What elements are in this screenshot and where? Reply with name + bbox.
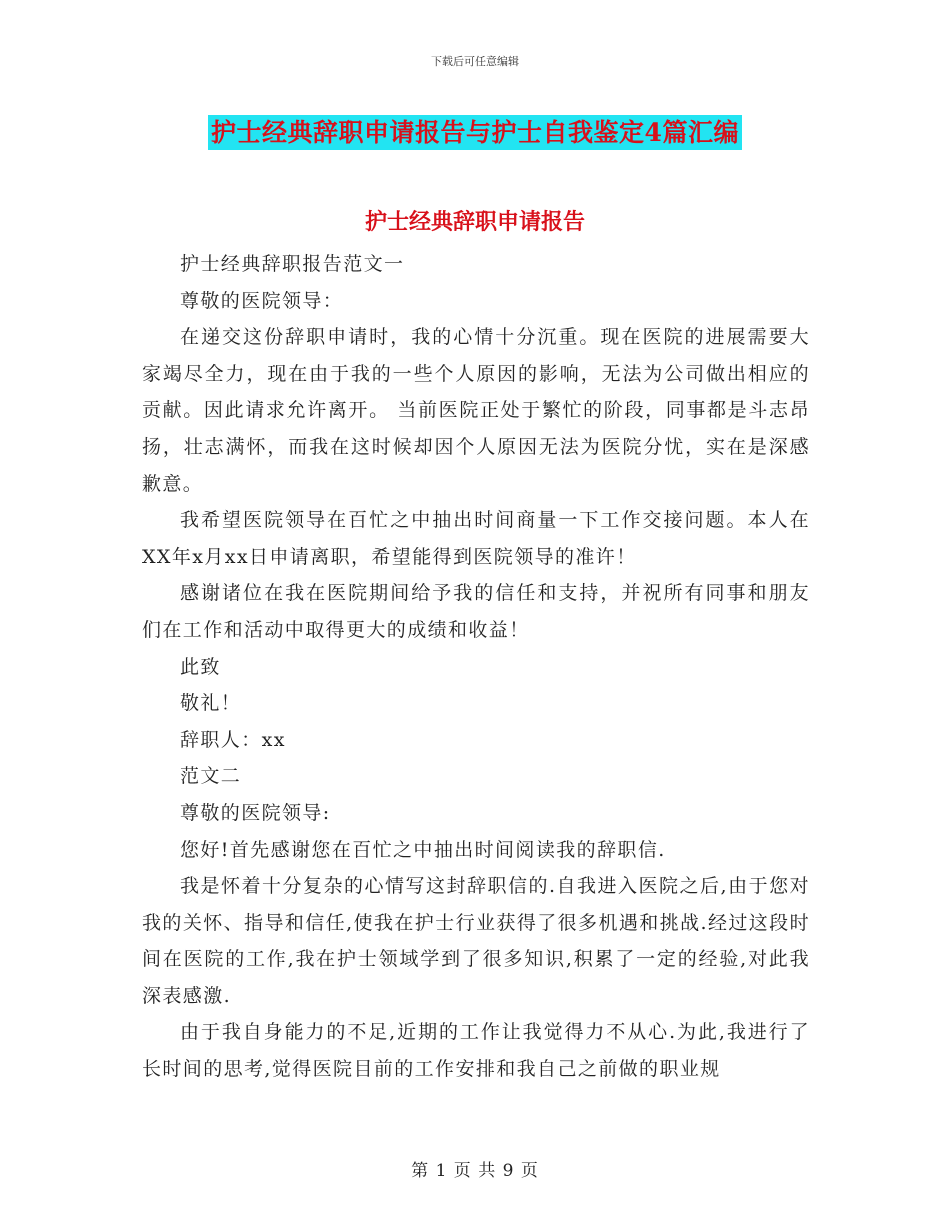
- paragraph: 范文二: [180, 765, 242, 788]
- paragraph: 在递交这份辞职申请时，我的心情十分沉重。现在医院的进展需要大家竭尽全力，现在由于我的一些个人原因的影响，无法为公司做出相应的贡献。因此请求允许离开。 当前医院正处于繁忙的阶段，同事都是斗志昂扬，壮志满怀，而我在这时候却因个人原因无法为医院分忧，实在是深感歉意。: [142, 326, 810, 495]
- section-title: 护士经典辞职申请报告: [364, 209, 585, 235]
- header-note: 下载后可任意编辑: [431, 55, 519, 68]
- page-number-footer: 第 1 页 共 9 页: [411, 1161, 539, 1181]
- paragraph: 您好!首先感谢您在百忙之中抽出时间阅读我的辞职信.: [180, 838, 666, 861]
- paragraph: 感谢诸位在我在医院期间给予我的信任和支持，并祝所有同事和朋友们在工作和活动中取得更大的成绩和收益！: [142, 582, 810, 641]
- paragraph: 尊敬的医院领导：: [180, 289, 344, 312]
- paragraph: 护士经典辞职报告范文一: [180, 253, 405, 275]
- document-title-text: 护士经典辞职申请报告与护士自我鉴定4篇汇编: [208, 115, 742, 150]
- body-text: [142, 246, 810, 1088]
- paragraph: 我希望医院领导在百忙之中抽出时间商量一下工作交接问题。本人在XX年x月xx日申请离职，希望能得到医院领导的准许！: [142, 509, 810, 568]
- paragraph: 此致: [180, 655, 221, 678]
- document-title: [0, 113, 950, 149]
- paragraph: 尊敬的医院领导:: [180, 801, 331, 824]
- paragraph: 辞职人：xx: [180, 728, 286, 751]
- paragraph: 我是怀着十分复杂的心情写这封辞职信的.自我进入医院之后,由于您对我的关怀、指导和信任,使我在护士行业获得了很多机遇和挑战.经过这段时间在医院的工作,我在护士领域学到了很多知识,积累了一定的经验,对此我深表感激.: [142, 875, 810, 1007]
- paragraph: 由于我自身能力的不足,近期的工作让我觉得力不从心.为此,我进行了长时间的思考,觉得医院目前的工作安排和我自己之前做的职业规: [142, 1021, 810, 1081]
- paragraph: 敬礼！: [180, 692, 242, 715]
